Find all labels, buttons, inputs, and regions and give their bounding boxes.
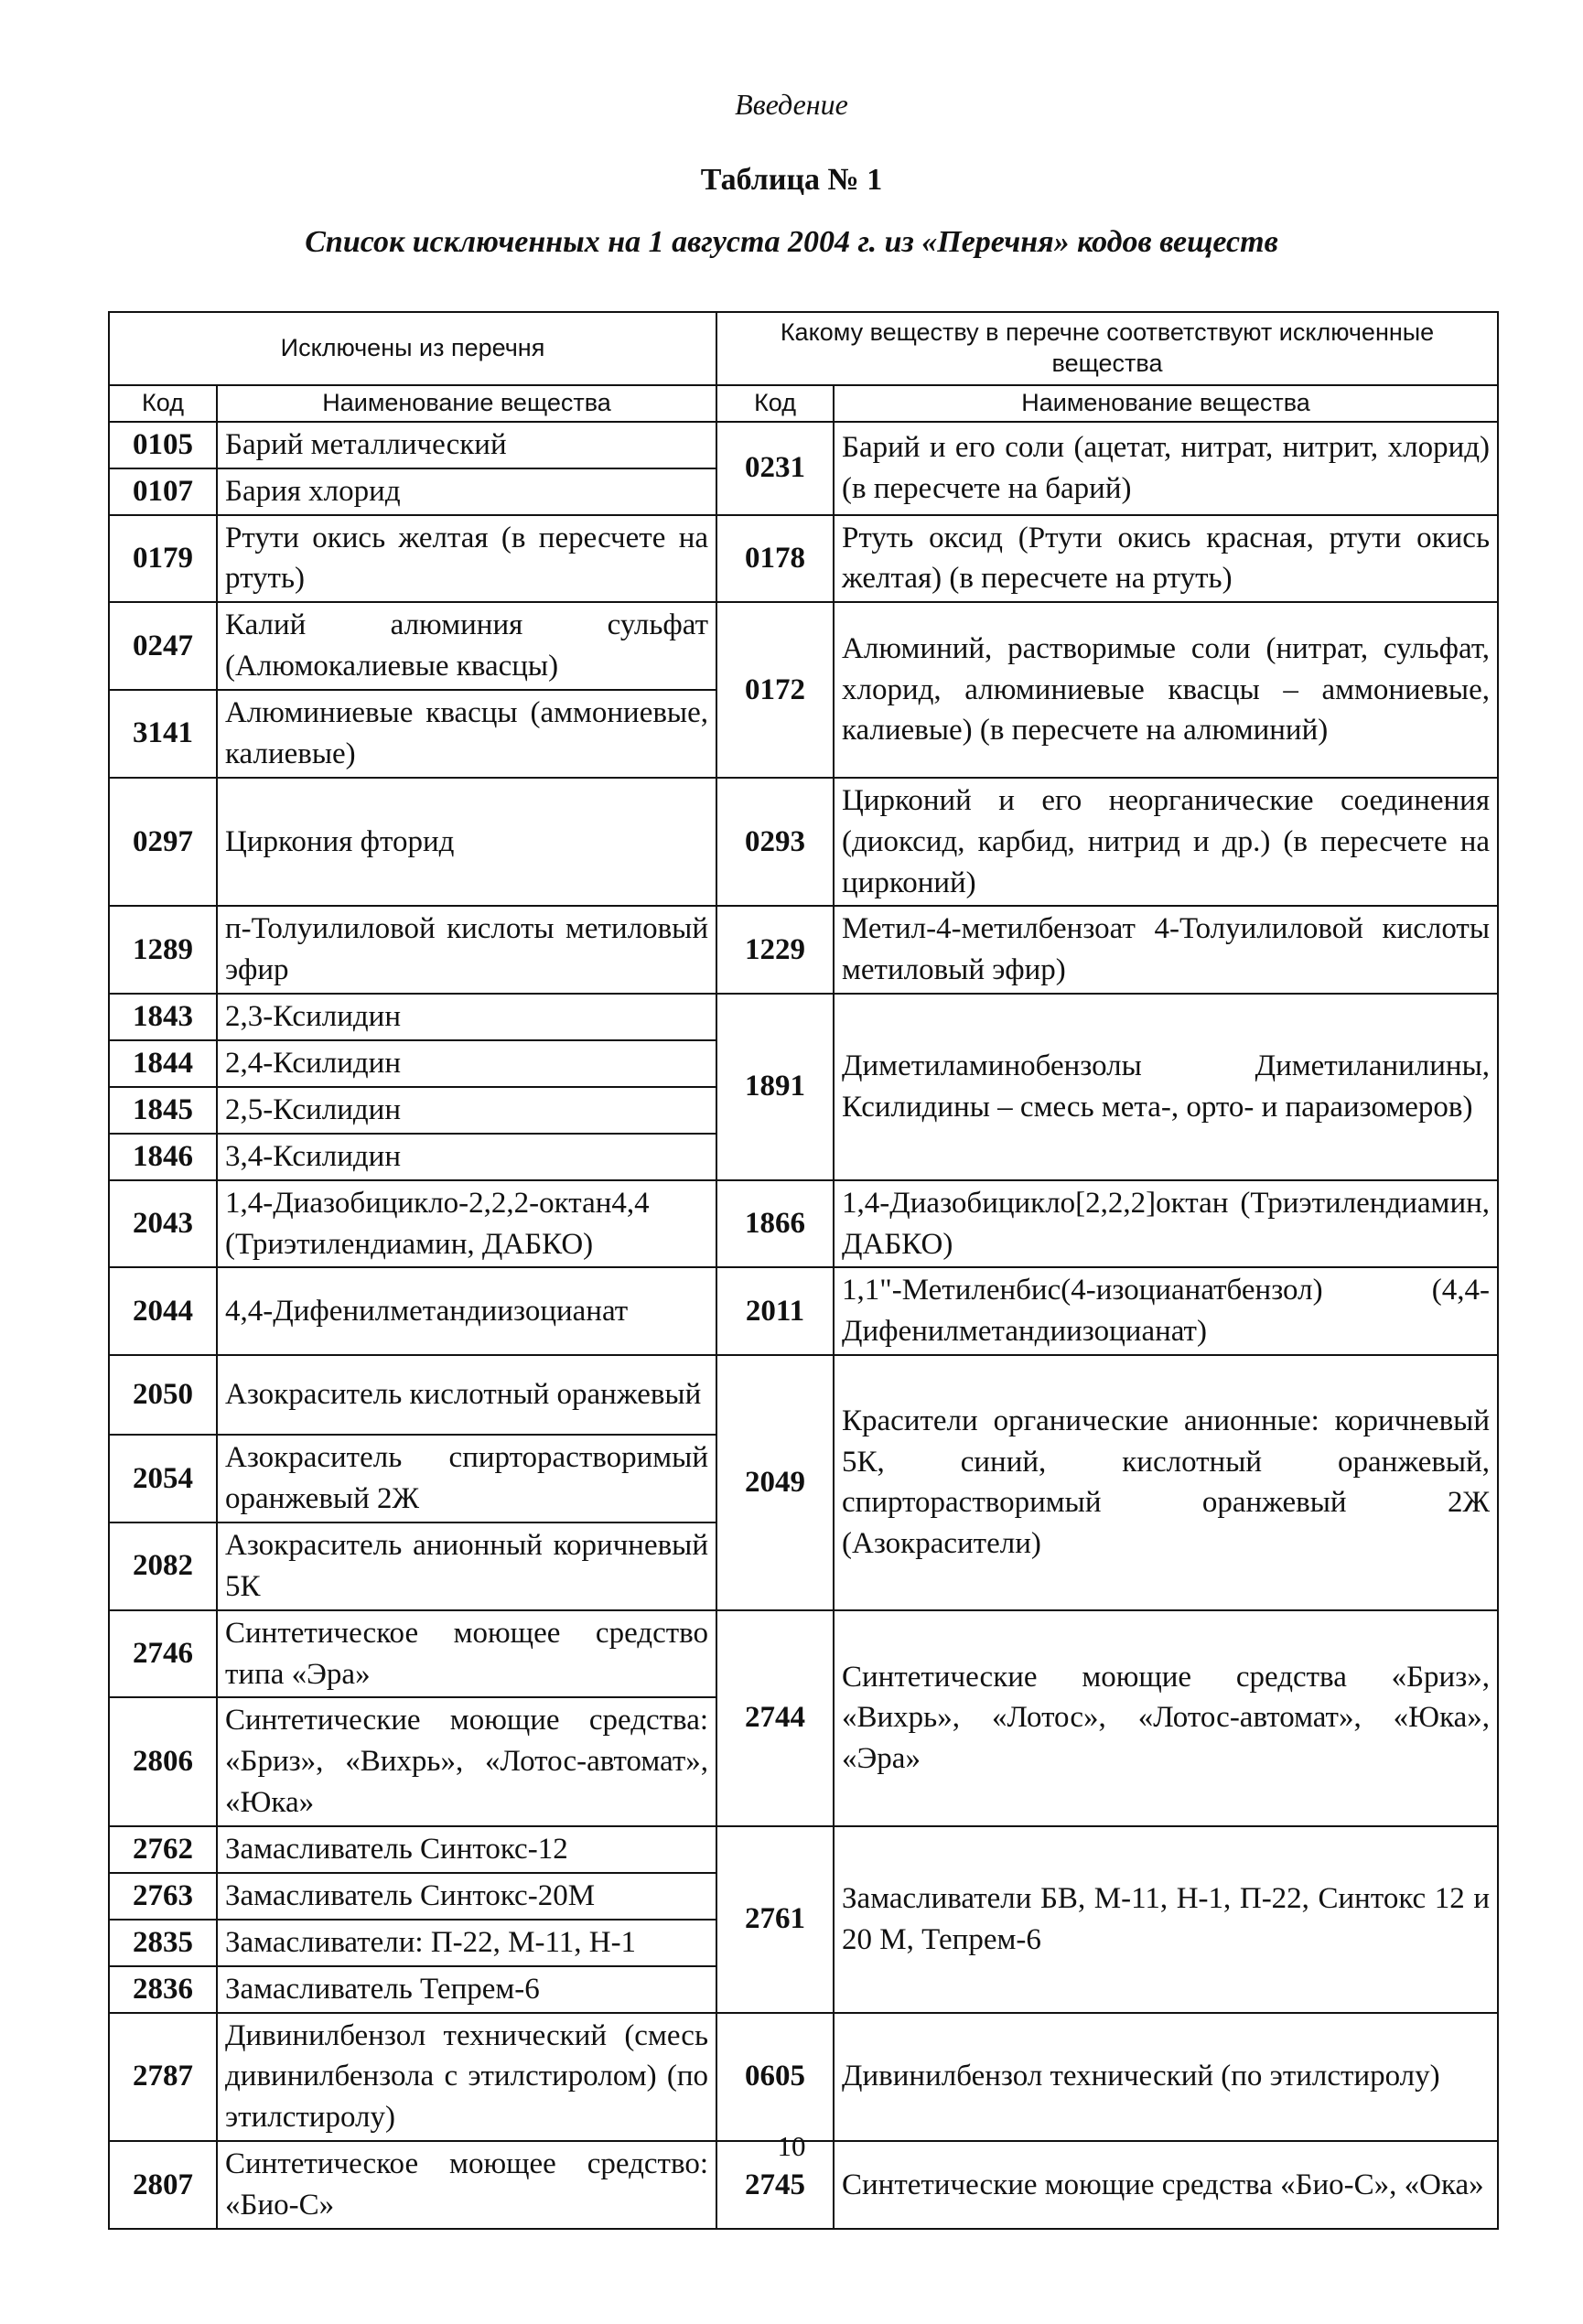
excluded-name: 2,5-Ксилидин	[217, 1087, 716, 1134]
target-code: 2761	[716, 1826, 834, 2013]
excluded-code: 0107	[109, 468, 217, 515]
target-name: Диметиламинобензолы Диметиланилины, Ксилидины – смесь мета-, орто- и параизомеров)	[834, 994, 1498, 1180]
excluded-code: 2763	[109, 1873, 217, 1920]
substance-table	[108, 311, 1499, 2230]
table-row	[109, 906, 1498, 994]
excluded-name: Синтетическое моющее средство: «Био-С»	[217, 2141, 716, 2229]
excluded-code: 0105	[109, 422, 217, 468]
excluded-code: 2043	[109, 1180, 217, 1268]
table-row	[109, 422, 1498, 468]
target-code: 0178	[716, 515, 834, 603]
table-row	[109, 1180, 1498, 1268]
excluded-name: Барий металлический	[217, 422, 716, 468]
excluded-code: 2054	[109, 1435, 217, 1522]
excluded-code: 2807	[109, 2141, 217, 2229]
excluded-name: Азокраситель анионный коричневый 5К	[217, 1522, 716, 1610]
table-row	[109, 1826, 1498, 1873]
table-row	[109, 778, 1498, 907]
excluded-code: 2746	[109, 1610, 217, 1698]
excluded-name: п-Толуилиловой кислоты метиловый эфир	[217, 906, 716, 994]
target-name: Красители органические анионные: коричневый 5К, синий, кислотный оранжевый, спирторастворимый оранжевый 2Ж (Азокрасители)	[834, 1355, 1498, 1610]
excluded-name: 2,3-Ксилидин	[217, 994, 716, 1040]
target-name: Ртуть оксид (Ртути окись красная, ртути окись желтая) (в пересчете на ртуть)	[834, 515, 1498, 603]
target-name: 1,1"-Метиленбис(4-изоцианатбензол) (4,4-Дифенилметандиизоцианат)	[834, 1267, 1498, 1355]
target-code: 0231	[716, 422, 834, 515]
excluded-code: 2762	[109, 1826, 217, 1873]
excluded-name: Бария хлорид	[217, 468, 716, 515]
target-name: Замасливатели БВ, М-11, Н-1, П-22, Синтокс 12 и 20 М, Тепрем-6	[834, 1826, 1498, 2013]
excluded-code: 1846	[109, 1134, 217, 1180]
target-code: 2744	[716, 1610, 834, 1826]
excluded-name: Синтетические моющие средства: «Бриз», «Вихрь», «Лотос-автомат», «Юка»	[217, 1697, 716, 1826]
excluded-name: 4,4-Дифенилметандиизоцианат	[217, 1267, 716, 1355]
excluded-name: Замасливатель Синтокс-20М	[217, 1873, 716, 1920]
excluded-code: 3141	[109, 690, 217, 778]
target-name: Барий и его соли (ацетат, нитрат, нитрит, хлорид) (в пересчете на барий)	[834, 422, 1498, 515]
target-code: 1891	[716, 994, 834, 1180]
excluded-code: 1843	[109, 994, 217, 1040]
table-row	[109, 602, 1498, 690]
table-row	[109, 1355, 1498, 1435]
excluded-code: 1845	[109, 1087, 217, 1134]
excluded-name: Замасливатель Синтокс-12	[217, 1826, 716, 1873]
target-code: 1866	[716, 1180, 834, 1268]
target-code: 2011	[716, 1267, 834, 1355]
excluded-code: 2044	[109, 1267, 217, 1355]
excluded-name: Циркония фторид	[217, 778, 716, 907]
excluded-code: 2835	[109, 1920, 217, 1966]
table-row	[109, 515, 1498, 603]
excluded-name: Азокраситель кислотный оранжевый	[217, 1355, 716, 1435]
section-heading: Введение	[735, 88, 848, 121]
target-name: Цирконий и его неорганические соединения (диоксид, карбид, нитрид и др.) (в пересчете на цирконий)	[834, 778, 1498, 907]
group-header-excluded: Исключены из перечня	[109, 312, 716, 385]
excluded-code: 2806	[109, 1697, 217, 1826]
excluded-name: 3,4-Ксилидин	[217, 1134, 716, 1180]
excluded-name: 2,4-Ксилидин	[217, 1040, 716, 1087]
target-name: Синтетические моющие средства «Био-С», «Ока»	[834, 2141, 1498, 2229]
excluded-code: 0179	[109, 515, 217, 603]
target-code: 0605	[716, 2013, 834, 2142]
col-header-code: Код	[109, 385, 217, 422]
table-row	[109, 1610, 1498, 1698]
target-code: 1229	[716, 906, 834, 994]
target-code: 2049	[716, 1355, 834, 1610]
target-name: Синтетические моющие средства «Бриз», «Вихрь», «Лотос», «Лотос-автомат», «Юка», «Эра»	[834, 1610, 1498, 1826]
col-header-code: Код	[716, 385, 834, 422]
excluded-code: 2836	[109, 1966, 217, 2013]
excluded-name: Синтетическое моющее средство типа «Эра»	[217, 1610, 716, 1698]
excluded-code: 0297	[109, 778, 217, 907]
target-code: 2745	[716, 2141, 834, 2229]
target-name: 1,4-Диазобицикло[2,2,2]октан (Триэтилендиамин, ДАБКО)	[834, 1180, 1498, 1268]
excluded-code: 2050	[109, 1355, 217, 1435]
col-header-name: Наименование вещества	[217, 385, 716, 422]
excluded-name: Азокраситель спирторастворимый оранжевый 2Ж	[217, 1435, 716, 1522]
target-code: 0172	[716, 602, 834, 778]
excluded-code: 1289	[109, 906, 217, 994]
target-code: 0293	[716, 778, 834, 907]
table-row	[109, 994, 1498, 1040]
page-number: 10	[777, 2130, 806, 2162]
excluded-name: Замасливатель Тепрем-6	[217, 1966, 716, 2013]
target-name: Алюминий, растворимые соли (нитрат, сульфат, хлорид, алюминиевые квасцы – аммониевые, калиевые) (в пересчете на алюминий)	[834, 602, 1498, 778]
excluded-code: 2787	[109, 2013, 217, 2142]
excluded-code: 1844	[109, 1040, 217, 1087]
target-name: Метил-4-метилбензоат 4-Толуилиловой кислоты метиловый эфир)	[834, 906, 1498, 994]
table-row	[109, 1267, 1498, 1355]
excluded-name: Калий алюминия сульфат (Алюмокалиевые квасцы)	[217, 602, 716, 690]
table-row	[109, 2013, 1498, 2142]
excluded-name: Алюминиевые квасцы (аммониевые, калиевые)	[217, 690, 716, 778]
excluded-name: Замасливатели: П-22, М-11, Н-1	[217, 1920, 716, 1966]
excluded-code: 0247	[109, 602, 217, 690]
table-body	[109, 422, 1498, 2229]
excluded-name: 1,4-Диазобицикло-2,2,2-октан4,4 (Триэтилендиамин, ДАБКО)	[217, 1180, 716, 1268]
excluded-name: Дивинилбензол технический (смесь дивинилбензола с этилстиролом) (по этилстиролу)	[217, 2013, 716, 2142]
excluded-name: Ртути окись желтая (в пересчете на ртуть)	[217, 515, 716, 603]
table-title: Список исключенных на 1 августа 2004 г. из «Перечня» кодов веществ	[305, 225, 1278, 259]
col-header-name: Наименование вещества	[834, 385, 1498, 422]
group-header-corresponding: Какому веществу в перечне соответствуют исключенные вещества	[716, 312, 1498, 385]
excluded-code: 2082	[109, 1522, 217, 1610]
table-number: Таблица № 1	[700, 163, 883, 197]
target-name: Дивинилбензол технический (по этилстиролу)	[834, 2013, 1498, 2142]
